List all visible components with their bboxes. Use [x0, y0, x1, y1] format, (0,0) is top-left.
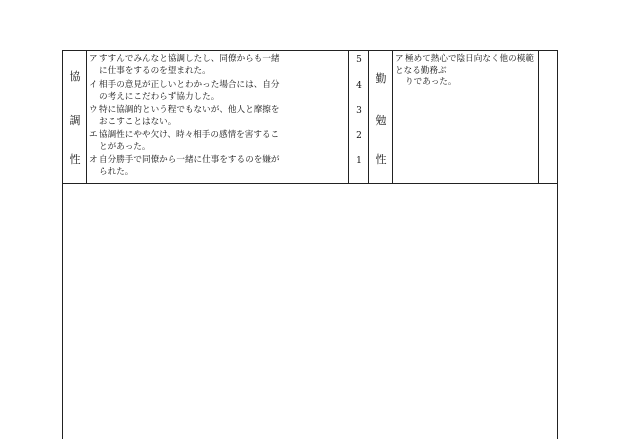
- list-item: [89, 105, 346, 128]
- item-text: 協調性にやや欠け、時々相手の感情を害するこ: [99, 130, 280, 140]
- score-value: 5: [356, 55, 362, 65]
- item-mark: ア: [395, 54, 404, 64]
- list-item: [89, 80, 346, 103]
- section-cooperation-diligence: [63, 51, 557, 184]
- category-char: 性: [69, 153, 81, 166]
- item-mark: ア: [89, 54, 98, 64]
- scores-cell-left: [349, 51, 369, 183]
- item-text: りであった。: [405, 77, 457, 88]
- score-value: 3: [356, 106, 362, 116]
- item-mark: エ: [89, 130, 98, 140]
- score-value: 4: [356, 81, 362, 91]
- category-char: 勉: [375, 114, 387, 127]
- item-text: 極めて熱心で陰日向なく他の模範となる勤務ぶ: [395, 54, 534, 76]
- item-text: 相手の意見が正しいとわかった場合には、自分: [99, 80, 280, 90]
- category-cell-right: [369, 51, 393, 183]
- item-mark: ウ: [89, 105, 98, 115]
- item-text: とがあった。: [99, 141, 151, 152]
- category-char: 調: [69, 114, 81, 127]
- evaluation-table: [62, 50, 558, 439]
- category-char: 勤: [375, 72, 387, 85]
- item-text: の考えにこだわらず協力した。: [99, 91, 220, 102]
- item-mark: オ: [89, 155, 98, 165]
- list-item: [89, 155, 346, 178]
- item-text: 特に協調的という程でもないが、他人と摩擦を: [99, 105, 280, 115]
- list-item: [89, 54, 346, 77]
- category-char: 性: [375, 153, 387, 166]
- item-mark: イ: [89, 80, 98, 90]
- category-char: 協: [69, 70, 81, 83]
- score-value: 1: [356, 156, 362, 166]
- list-item: [395, 54, 537, 89]
- items-cell-left: [87, 51, 349, 183]
- item-text: られた。: [99, 166, 134, 177]
- item-text: に仕事をするのを望まれた。: [99, 65, 211, 76]
- item-text: すすんでみんなと協調したし、同僚からも一緒: [99, 54, 280, 64]
- list-item: [89, 130, 346, 153]
- item-text: 自分勝手で同僚から一緒に仕事をするのを嫌が: [99, 155, 280, 165]
- item-text: おこすことはない。: [99, 116, 177, 127]
- category-cell-left: [63, 51, 87, 183]
- score-value: 2: [356, 131, 362, 141]
